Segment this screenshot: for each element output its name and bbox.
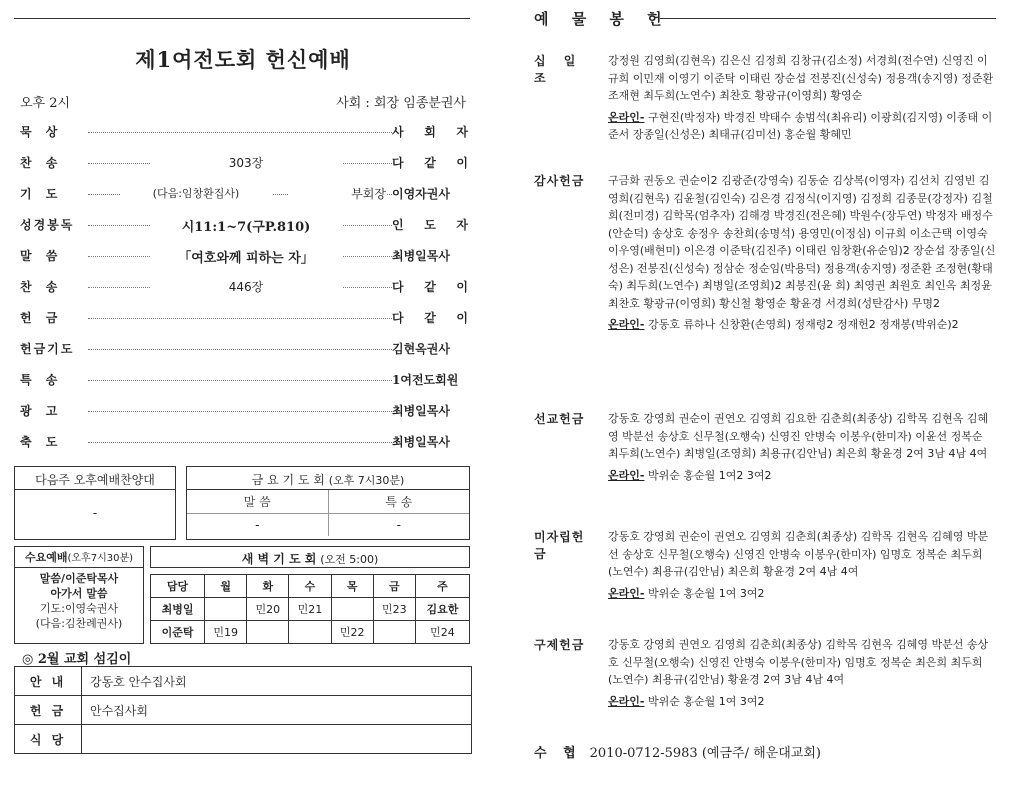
order-leader: 최병일목사 bbox=[392, 433, 468, 450]
dawn-head-cell: 목 bbox=[331, 575, 373, 598]
presider: 사회 : 회장 임종분권사 bbox=[336, 96, 466, 111]
page-title: 제1여전도회 헌신예배 bbox=[135, 47, 351, 72]
friday-prayer-title: 금 요 기 도 회 (오후 7시30분) bbox=[187, 467, 469, 490]
wednesday-next: (다음:김찬례권사) bbox=[35, 617, 123, 630]
dawn-cell: 민20 bbox=[247, 598, 289, 621]
friday-prayer-box bbox=[186, 466, 470, 540]
dawn-cell bbox=[205, 598, 247, 621]
dawn-prayer-title: 새 벽 기 도 회 (오전 5:00) bbox=[241, 552, 379, 566]
servers-name bbox=[82, 725, 472, 754]
order-row bbox=[20, 273, 472, 304]
section-label: 미자립헌금 bbox=[534, 530, 585, 561]
online-list: 온라인- 박위순 홍순월 1여 3여2 bbox=[608, 694, 765, 708]
dawn-cell bbox=[289, 621, 331, 644]
dawn-cell: 민22 bbox=[331, 621, 373, 644]
dawn-head-cell: 화 bbox=[247, 575, 289, 598]
friday-col-special-song: 특 송 bbox=[328, 490, 470, 513]
section-names bbox=[608, 172, 996, 334]
table-row bbox=[15, 725, 472, 754]
servers-name: 강동호 안수집사회 bbox=[82, 667, 472, 696]
dawn-head-cell: 월 bbox=[205, 575, 247, 598]
order-row bbox=[20, 366, 472, 397]
leader-dots bbox=[88, 411, 394, 412]
dawn-cell bbox=[247, 621, 289, 644]
servers-role: 안 내 bbox=[15, 667, 82, 696]
dawn-head-cell: 주 bbox=[415, 575, 469, 598]
title-rule bbox=[660, 18, 996, 19]
next-choir-title: 다음주 오후예배찬양대 bbox=[15, 467, 175, 490]
leader-dots bbox=[88, 442, 394, 443]
table-row bbox=[151, 621, 470, 644]
servers-table bbox=[14, 666, 472, 754]
order-leader: 이영자권사 bbox=[392, 185, 468, 202]
offerings-title: 예 물 봉 헌 bbox=[534, 10, 671, 28]
servers-role: 식 당 bbox=[15, 725, 82, 754]
section-label: 구제헌금 bbox=[534, 638, 585, 652]
wednesday-details bbox=[15, 568, 143, 631]
dawn-cell: 최병일 bbox=[151, 598, 205, 621]
order-leader: 사 회 자 bbox=[392, 125, 468, 139]
scripture-reference: 시11:1~7(구P.810) bbox=[150, 216, 342, 235]
order-row bbox=[20, 242, 472, 273]
dawn-cell: 김요한 bbox=[415, 598, 469, 621]
order-row bbox=[20, 397, 472, 428]
order-label: 찬 송 bbox=[20, 280, 63, 294]
order-label: 묵 상 bbox=[20, 125, 63, 139]
order-label: 성경봉독 bbox=[20, 218, 75, 232]
wednesday-title: 수요예배(오후7시30분) bbox=[15, 547, 143, 568]
order-label: 광 고 bbox=[20, 404, 63, 418]
sermon-title: 「여호와께 피하는 자」 bbox=[150, 247, 342, 266]
online-list: 온라인- 구현진(박정자) 박경진 박태수 송범석(최유리) 이광희(김지영) 이종태 이준서 장종일(신성은) 최태규(김미선) 홍순월 황혜민 bbox=[608, 110, 993, 141]
order-row bbox=[20, 211, 472, 242]
table-row bbox=[151, 598, 470, 621]
order-leader: 다 같 이 bbox=[392, 311, 468, 325]
dawn-head-cell: 담당 bbox=[151, 575, 205, 598]
online-list: 온라인- 강동호 류하나 신창환(손영희) 정재령2 정재헌2 정재봉(박위순)2 bbox=[608, 318, 959, 331]
order-label: 헌 금 bbox=[20, 311, 63, 325]
order-label: 특 송 bbox=[20, 373, 63, 387]
online-list: 온라인- 박위순 홍순월 1여 3여2 bbox=[608, 586, 765, 600]
order-detail: 446장 bbox=[150, 278, 342, 295]
leader-dots bbox=[88, 318, 394, 319]
top-rule bbox=[14, 18, 470, 19]
servers-title: ◎ 2월 교회 섬김이 bbox=[22, 652, 132, 667]
next-choir-value: - bbox=[92, 506, 98, 520]
bank-account bbox=[534, 742, 821, 761]
dawn-cell: 이준탁 bbox=[151, 621, 205, 644]
section-label: 감사헌금 bbox=[534, 174, 585, 188]
offerer-list: 강동호 강영희 권순이 권연오 김영희 김춘희(최종상) 김학목 김현옥 김혜영 박분선 송상호 신무철(오행숙) 신영진 안병숙 이봉우(한미자) 임명호 정복순 최두희(노연수) 최용규(김안님) 최은희 황윤경 2여 4남 4여 bbox=[608, 530, 989, 578]
servers-name: 안수집사회 bbox=[82, 696, 472, 725]
friday-val-special-song: - bbox=[328, 514, 470, 536]
section-names bbox=[608, 528, 996, 602]
dawn-cell: 민23 bbox=[373, 598, 415, 621]
order-label: 헌금기도 bbox=[20, 342, 75, 356]
offerer-list: 구금화 권동오 권순이2 김광준(강영숙) 김동순 김상복(이영자) 김선치 김영빈 김영희(김현옥) 김윤철(김인숙) 김은경 김정식(이지영) 김정희 김종문(강정자) 김철희(전미경) 김학목(엄추자) 김해경 박경진(전은혜) 박원수(장두연) 박정자 배정수(안순덕) 송상호 송정우 송찬희(송명석) 용영민(이정심) 이규희 이소근택 이영숙 이우영(배현미) 이은경 이준탁(김진주) 이태린 임창환(유순임)2 장순섭 장종일(신성은) 전봉진(신성숙) 정삼순 정순임(박용덕) 정용객(송지영) 정준환 조정현(황태숙) 최두희(노연수) 최병일(조영희)2 최봉진(윤 희) 최영권 최원호 최인옥 최정윤 최찬호 황광규(이영희) 황신철 황영순 황윤경 서경희(성탄감사) 무명2 bbox=[608, 174, 996, 310]
dawn-head-cell: 금 bbox=[373, 575, 415, 598]
leader-dots bbox=[88, 380, 394, 381]
order-leader: 최병일목사 bbox=[392, 402, 468, 419]
friday-prayer-headers bbox=[187, 490, 469, 514]
order-label: 축 도 bbox=[20, 435, 63, 449]
wednesday-prayer: 기도:이영숙권사 bbox=[39, 602, 119, 615]
section-label: 십 일 조 bbox=[534, 54, 583, 85]
table-row bbox=[15, 696, 472, 725]
order-detail: 303장 bbox=[150, 154, 342, 171]
order-detail: (다음:임창환집사) bbox=[120, 185, 272, 201]
order-leader: 다 같 이 bbox=[392, 156, 468, 170]
offerings-page bbox=[534, 0, 1000, 809]
order-detail-2: 부회장 bbox=[288, 185, 386, 202]
next-choir-box bbox=[14, 466, 176, 540]
wednesday-speaker: 말씀/이준탁목사 bbox=[39, 572, 119, 585]
order-row bbox=[20, 149, 472, 180]
order-row bbox=[20, 118, 472, 149]
dawn-cell bbox=[331, 598, 373, 621]
order-row bbox=[20, 304, 472, 335]
section-label: 선교헌금 bbox=[534, 412, 585, 426]
order-label: 찬 송 bbox=[20, 156, 63, 170]
friday-col-sermon: 말 씀 bbox=[243, 495, 271, 509]
dawn-cell: 민21 bbox=[289, 598, 331, 621]
dawn-cell: 민19 bbox=[205, 621, 247, 644]
table-row bbox=[15, 667, 472, 696]
dawn-prayer-title-box bbox=[150, 546, 470, 568]
bank-name: 수 협 bbox=[534, 746, 582, 761]
worship-program bbox=[14, 0, 472, 809]
order-leader: 김현옥권사 bbox=[392, 340, 468, 357]
friday-val-sermon: - bbox=[255, 518, 260, 532]
wednesday-topic: 아가서 말씀 bbox=[50, 587, 108, 600]
section-names bbox=[608, 410, 996, 484]
dawn-cell bbox=[373, 621, 415, 644]
order-row bbox=[20, 335, 472, 366]
wednesday-service-box bbox=[14, 546, 144, 644]
dawn-head-cell: 수 bbox=[289, 575, 331, 598]
dawn-cell: 민24 bbox=[415, 621, 469, 644]
service-time: 오후 2시 bbox=[20, 96, 71, 111]
order-leader: 1여전도회원 bbox=[392, 371, 468, 388]
order-of-service bbox=[20, 118, 472, 459]
order-label: 말 씀 bbox=[20, 249, 63, 263]
leader-dots bbox=[88, 132, 394, 133]
order-row bbox=[20, 180, 472, 211]
order-leader: 인 도 자 bbox=[392, 218, 468, 232]
friday-prayer-values bbox=[187, 514, 469, 536]
order-leader: 다 같 이 bbox=[392, 280, 468, 294]
offerer-list: 강정원 김영희(김현옥) 김은신 김정희 김창규(김소정) 서경희(전수연) 신영진 이규희 이민재 이영기 이준탁 이태린 장순섭 전봉진(신성숙) 정용객(송지영) 정준환 조재현 최두희(노연수) 최찬호 황광규(이영희) 황영순 bbox=[608, 54, 994, 102]
dawn-header-row bbox=[151, 575, 470, 598]
dawn-prayer-table bbox=[150, 574, 470, 644]
offerer-list: 강동호 강영희 권연오 김영희 김춘희(최종상) 김학목 김현옥 김혜영 박분선 송상호 신무철(오행숙) 신영진 안병숙 이봉우(한미자) 임명호 정복순 최은희 최두희(노연수) 최용규(김안님) 황윤경 2여 3남 4남 4여 bbox=[608, 638, 989, 686]
order-row bbox=[20, 428, 472, 459]
account-number: 2010-0712-5983 (예금주/ 해운대교회) bbox=[589, 746, 821, 761]
section-names bbox=[608, 636, 996, 710]
order-leader: 최병일목사 bbox=[392, 247, 468, 264]
section-names bbox=[608, 52, 996, 144]
leader-dots bbox=[88, 349, 394, 350]
online-list: 온라인- 박위순 홍순월 1여2 3여2 bbox=[608, 468, 772, 482]
offerer-list: 강동호 강영희 권순이 권연오 김영희 김요한 김춘희(최종상) 김학목 김현옥 김혜영 박분선 송상호 신무철(오행숙) 신영진 안병숙 이봉우(한미자) 이윤선 정복순 최두희(노연수) 최병일(조영희) 최용규(김안님) 최은희 황윤경 2여 3남 4남 4여 bbox=[608, 412, 989, 460]
servers-role: 헌 금 bbox=[15, 696, 82, 725]
order-label: 기 도 bbox=[20, 187, 63, 201]
